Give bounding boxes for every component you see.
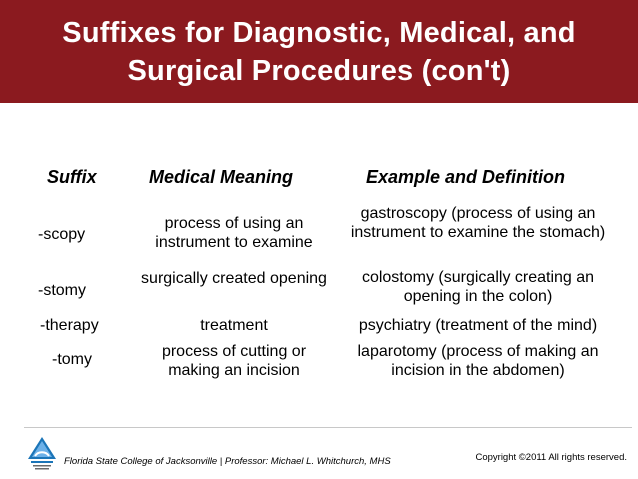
- header-example-and-definition: Example and Definition: [366, 167, 566, 187]
- header-suffix: Suffix: [47, 167, 97, 187]
- cell-meaning-tomy: process of cutting or making an incision: [161, 343, 307, 379]
- cell-meaning-scopy: process of using an instrument to examine: [155, 215, 313, 251]
- footer-attribution: Florida State College of Jacksonville | Professor: Michael L. Whitchurch, MHS: [64, 456, 391, 467]
- cell-suffix-tomy: -tomy: [52, 351, 92, 368]
- slide-title: Suffixes for Diagnostic, Medical, and Surgical Procedures (con't): [62, 16, 576, 87]
- footer-divider: [24, 427, 632, 428]
- cell-example-therapy: psychiatry (treatment of the mind): [358, 317, 598, 334]
- footer-copyright: Copyright ©2011 All rights reserved.: [475, 452, 627, 463]
- cell-suffix-scopy: -scopy: [38, 226, 86, 243]
- florida-state-college-logo: [27, 436, 57, 472]
- header-medical-meaning: Medical Meaning: [149, 167, 294, 187]
- cell-example-tomy: laparotomy (process of making an incision in the abdomen): [357, 343, 599, 379]
- suffix-table: [38, 162, 622, 387]
- cell-meaning-stomy: surgically created opening: [141, 270, 327, 287]
- cell-suffix-therapy: -therapy: [40, 317, 99, 334]
- cell-suffix-stomy: -stomy: [38, 282, 86, 299]
- slide-title-bar: [0, 0, 638, 103]
- cell-example-stomy: colostomy (surgically creating an opening in the colon): [361, 269, 595, 305]
- cell-example-scopy: gastroscopy (process of using an instrument to examine the stomach): [350, 205, 606, 241]
- cell-meaning-therapy: treatment: [200, 317, 268, 334]
